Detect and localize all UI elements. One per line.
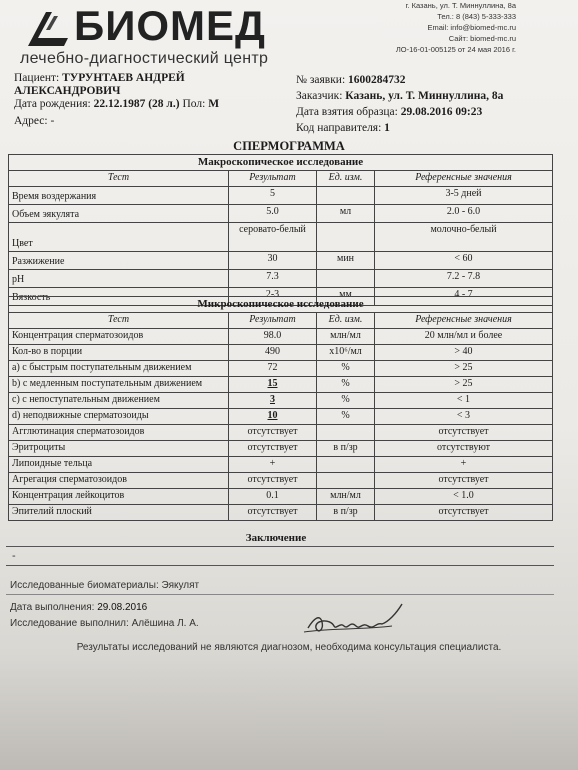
dob-label: Дата рождения: xyxy=(14,98,91,110)
test-ref: < 3 xyxy=(375,409,553,425)
table-row xyxy=(9,223,553,252)
micro-section-title: Микроскопическое исследование xyxy=(9,297,553,313)
table-row xyxy=(9,329,553,345)
biomed-logo-icon xyxy=(24,8,74,48)
table-row xyxy=(9,377,553,393)
test-name: pH xyxy=(9,270,229,288)
test-result: отсутствует xyxy=(229,441,317,457)
sample-date-label: Дата взятия образца: xyxy=(296,106,398,118)
test-ref: отсутствуют xyxy=(375,441,553,457)
test-name: Концентрация лейкоцитов xyxy=(9,489,229,505)
conclusion-divider-bottom xyxy=(6,565,554,566)
test-unit: % xyxy=(317,393,375,409)
test-ref: < 1.0 xyxy=(375,489,553,505)
table-row xyxy=(9,425,553,441)
test-ref: отсутствует xyxy=(375,425,553,441)
test-ref: 4 - 7 xyxy=(375,288,553,306)
test-unit: x10⁶/мл xyxy=(317,345,375,361)
sample-date: 29.08.2016 09:23 xyxy=(400,106,483,118)
table-row xyxy=(9,270,553,288)
test-name: Разжижение xyxy=(9,252,229,270)
table-row xyxy=(9,409,553,425)
col-ref-header: Референсные значения xyxy=(375,171,553,187)
table-row xyxy=(9,187,553,205)
test-result: 5 xyxy=(229,187,317,205)
test-ref: молочно-белый xyxy=(375,223,553,252)
test-name: Вязкость xyxy=(9,288,229,306)
test-ref: > 25 xyxy=(375,377,553,393)
test-unit: в п/зр xyxy=(317,441,375,457)
performer-name: Алёшина Л. А. xyxy=(131,618,199,629)
done-date-label: Дата выполнения: xyxy=(10,602,95,613)
test-result: 98.0 xyxy=(229,329,317,345)
col-unit-header: Ед. изм. xyxy=(317,171,375,187)
table-row xyxy=(9,393,553,409)
patient-name-1: ТУРУНТАЕВ АНДРЕЙ xyxy=(62,72,185,84)
conclusion-text: - xyxy=(12,550,16,562)
test-result: 7.3 xyxy=(229,270,317,288)
test-result: 3 xyxy=(229,393,317,409)
table-row xyxy=(9,361,553,377)
test-unit xyxy=(317,187,375,205)
table-row xyxy=(9,205,553,223)
test-unit: мл xyxy=(317,205,375,223)
col-unit-header: Ед. изм. xyxy=(317,313,375,329)
footer-divider xyxy=(6,594,554,595)
conclusion-divider-top xyxy=(6,546,554,547)
test-result: отсутствует xyxy=(229,425,317,441)
biomaterial-line: Исследованные биоматериалы: Эякулят xyxy=(10,580,200,591)
test-name: a) с быстрым поступательным движением xyxy=(9,361,229,377)
test-unit: в п/зр xyxy=(317,505,375,521)
col-test-header: Тест xyxy=(9,171,229,187)
test-result: серовато-белый xyxy=(229,223,317,252)
test-unit: мм xyxy=(317,288,375,306)
customer-label: Заказчик: xyxy=(296,90,343,102)
test-result: 0.1 xyxy=(229,489,317,505)
brand-subtitle: лечебно-диагностический центр xyxy=(20,50,269,67)
test-result: отсутствует xyxy=(229,505,317,521)
sex-label: Пол: xyxy=(182,98,206,110)
col-ref-header: Референсные значения xyxy=(375,313,553,329)
test-name: Объем эякулята xyxy=(9,205,229,223)
test-name: Время воздержания xyxy=(9,187,229,205)
table-row xyxy=(9,505,553,521)
test-result: 30 xyxy=(229,252,317,270)
test-result: отсутствует xyxy=(229,473,317,489)
table-row xyxy=(9,252,553,270)
contact-site: Сайт: biomed-mc.ru xyxy=(448,34,516,43)
test-name: Липоидные тельца xyxy=(9,457,229,473)
test-name: d) неподвижные сперматозоиды xyxy=(9,409,229,425)
macro-section-title: Макроскопическое исследование xyxy=(9,155,553,171)
test-ref: > 40 xyxy=(375,345,553,361)
test-unit: мин xyxy=(317,252,375,270)
test-name: Агглютинация сперматозоидов xyxy=(9,425,229,441)
order-block xyxy=(296,72,503,136)
test-name: Концентрация сперматозоидов xyxy=(9,329,229,345)
report-title: СПЕРМОГРАММА xyxy=(233,139,345,153)
disclaimer: Результаты исследований не являются диагнозом, необходима консультация специалиста. xyxy=(76,642,502,653)
contact-block xyxy=(396,0,516,55)
test-ref: + xyxy=(375,457,553,473)
customer-value: Казань, ул. Т. Миннуллина, 8а xyxy=(345,90,504,102)
performer-label: Исследование выполнил: xyxy=(10,618,129,629)
dob-value: 22.12.1987 (28 л.) xyxy=(93,98,180,110)
micro-table xyxy=(8,296,553,521)
patient-name-2: АЛЕКСАНДРОВИЧ xyxy=(14,85,121,97)
test-result: 72 xyxy=(229,361,317,377)
test-ref: 2.0 - 6.0 xyxy=(375,205,553,223)
test-name: Эпителий плоский xyxy=(9,505,229,521)
referrer-code: 1 xyxy=(384,122,390,134)
referrer-code-label: Код направителя: xyxy=(296,122,382,134)
test-name: b) с медленным поступательным движением xyxy=(9,377,229,393)
contact-phone: Тел.: 8 (843) 5-333-333 xyxy=(437,12,516,21)
test-ref: < 60 xyxy=(375,252,553,270)
table-row xyxy=(9,473,553,489)
table-row xyxy=(9,457,553,473)
test-unit: % xyxy=(317,409,375,425)
conclusion-title: Заключение xyxy=(245,532,307,544)
contact-email: Email: info@biomed-mc.ru xyxy=(427,23,516,32)
table-row xyxy=(9,441,553,457)
test-result: + xyxy=(229,457,317,473)
test-ref: > 25 xyxy=(375,361,553,377)
test-result: 10 xyxy=(229,409,317,425)
col-result-header: Результат xyxy=(229,171,317,187)
test-name: Агрегация сперматозоидов xyxy=(9,473,229,489)
test-unit xyxy=(317,270,375,288)
test-result: 2-3 xyxy=(229,288,317,306)
test-result: 5.0 xyxy=(229,205,317,223)
order-num-label: № заявки: xyxy=(296,74,346,86)
address-value: - xyxy=(50,115,55,127)
col-test-header: Тест xyxy=(9,313,229,329)
test-name: Кол-во в порции xyxy=(9,345,229,361)
test-ref: 3-5 дней xyxy=(375,187,553,205)
test-ref: отсутствует xyxy=(375,505,553,521)
test-name: c) с непоступательным движением xyxy=(9,393,229,409)
test-unit: % xyxy=(317,377,375,393)
sex-value: М xyxy=(208,98,220,110)
patient-block xyxy=(14,72,219,128)
signature xyxy=(300,596,410,646)
brand-name: БИОМЕД xyxy=(74,2,266,49)
patient-label: Пациент: xyxy=(14,72,60,84)
address-label: Адрес: xyxy=(14,115,48,127)
contact-address: г. Казань, ул. Т. Миннуллина, 8а xyxy=(405,1,516,10)
test-unit: % xyxy=(317,361,375,377)
test-name: Эритроциты xyxy=(9,441,229,457)
test-ref: 7.2 - 7.8 xyxy=(375,270,553,288)
col-result-header: Результат xyxy=(229,313,317,329)
test-unit xyxy=(317,425,375,441)
test-unit: млн/мл xyxy=(317,329,375,345)
contact-license: ЛО-16-01-005125 от 24 мая 2016 г. xyxy=(395,45,516,54)
test-unit xyxy=(317,457,375,473)
test-unit: млн/мл xyxy=(317,489,375,505)
table-row xyxy=(9,345,553,361)
done-date-line xyxy=(10,602,147,613)
test-unit xyxy=(317,473,375,489)
test-unit xyxy=(317,223,375,252)
test-result: 490 xyxy=(229,345,317,361)
done-date-value: 29.08.2016 xyxy=(97,602,148,613)
test-ref: < 1 xyxy=(375,393,553,409)
order-num: 1600284732 xyxy=(348,74,406,86)
macro-table xyxy=(8,154,553,306)
test-result: 15 xyxy=(229,377,317,393)
test-name: Цвет xyxy=(9,223,229,252)
performer-line xyxy=(10,618,199,629)
test-ref: 20 млн/мл и более xyxy=(375,329,553,345)
table-row xyxy=(9,489,553,505)
test-ref: отсутствует xyxy=(375,473,553,489)
